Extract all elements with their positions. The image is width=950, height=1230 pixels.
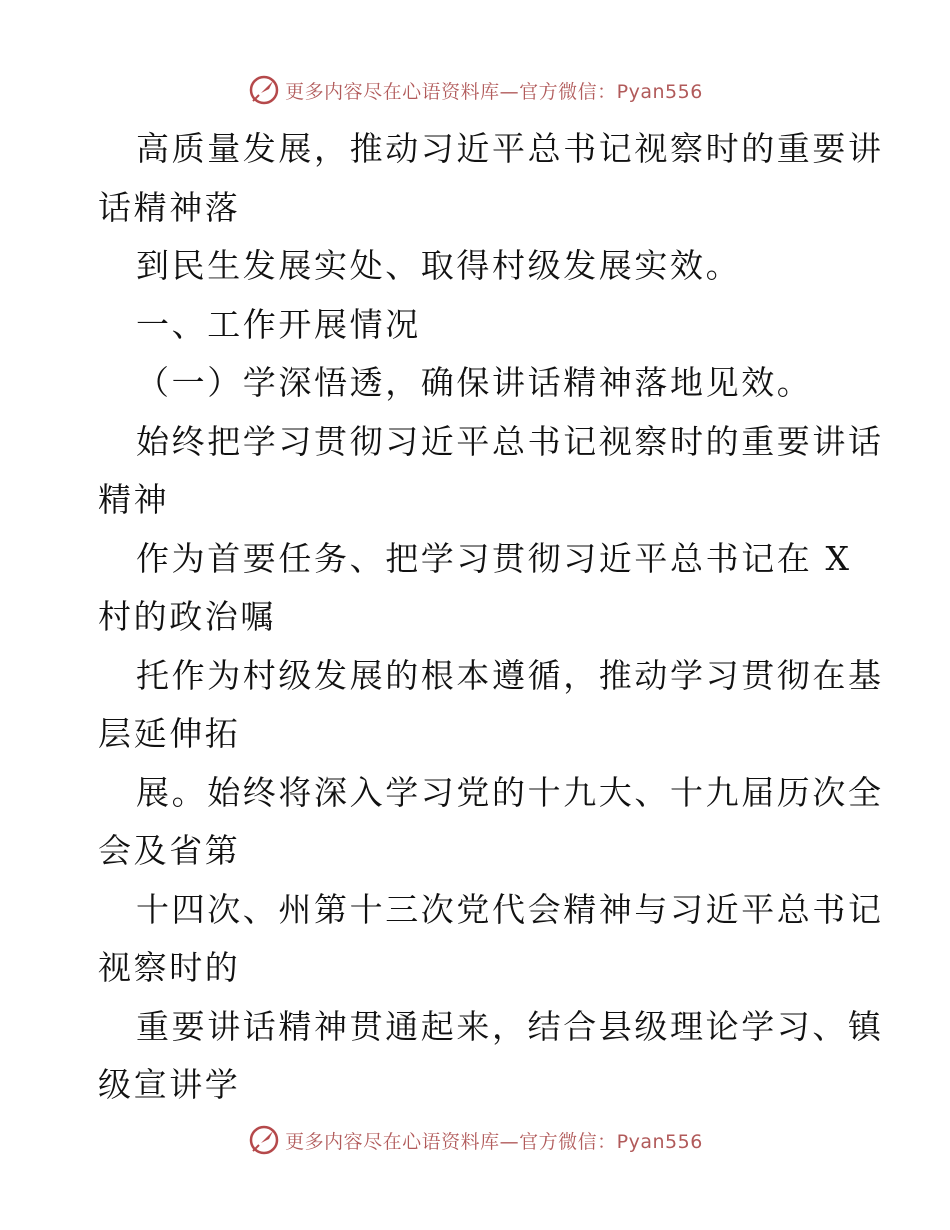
text-line: 托作为村级发展的根本遵循，推动学习贯彻在基 bbox=[136, 655, 884, 695]
footer-watermark bbox=[0, 1120, 950, 1160]
document-body bbox=[98, 120, 884, 1115]
text-line: 精神 bbox=[98, 480, 170, 519]
text-line: （一）学深悟透，确保讲话精神落地见效。 bbox=[136, 363, 813, 402]
text-line: 层延伸拓 bbox=[98, 714, 241, 753]
feather-pen-logo-icon bbox=[247, 73, 281, 107]
feather-pen-logo-icon bbox=[247, 1123, 281, 1157]
text-line: 始终把学习贯彻习近平总书记视察时的重要讲话 bbox=[136, 421, 884, 461]
text-line: 十四次、州第十三次党代会精神与习近平总书记 bbox=[136, 889, 884, 929]
text-line: 村的政治嘱 bbox=[98, 597, 276, 636]
text-line: 视察时的 bbox=[98, 948, 241, 987]
text-line: 展。始终将深入学习党的十九大、十九届历次全 bbox=[136, 772, 884, 812]
text-line: 会及省第 bbox=[98, 831, 241, 870]
text-line: 高质量发展，推动习近平总书记视察时的重要讲 bbox=[136, 129, 884, 168]
text-line: 重要讲话精神贯通起来，结合县级理论学习、镇 bbox=[136, 1006, 884, 1046]
text-line: 话精神落 bbox=[98, 187, 241, 227]
text-line: 到民生发展实处、取得村级发展实效。 bbox=[136, 246, 742, 285]
watermark-text: 更多内容尽在心语资料库—官方微信：Pyan556 bbox=[285, 1130, 703, 1153]
header-watermark bbox=[0, 70, 950, 110]
text-line: 一、工作开展情况 bbox=[136, 304, 421, 344]
text-line: 作为首要任务、把学习贯彻习近平总书记在 X bbox=[136, 538, 852, 578]
watermark-text: 更多内容尽在心语资料库—官方微信：Pyan556 bbox=[285, 80, 703, 103]
text-line: 级宣讲学 bbox=[98, 1065, 241, 1104]
